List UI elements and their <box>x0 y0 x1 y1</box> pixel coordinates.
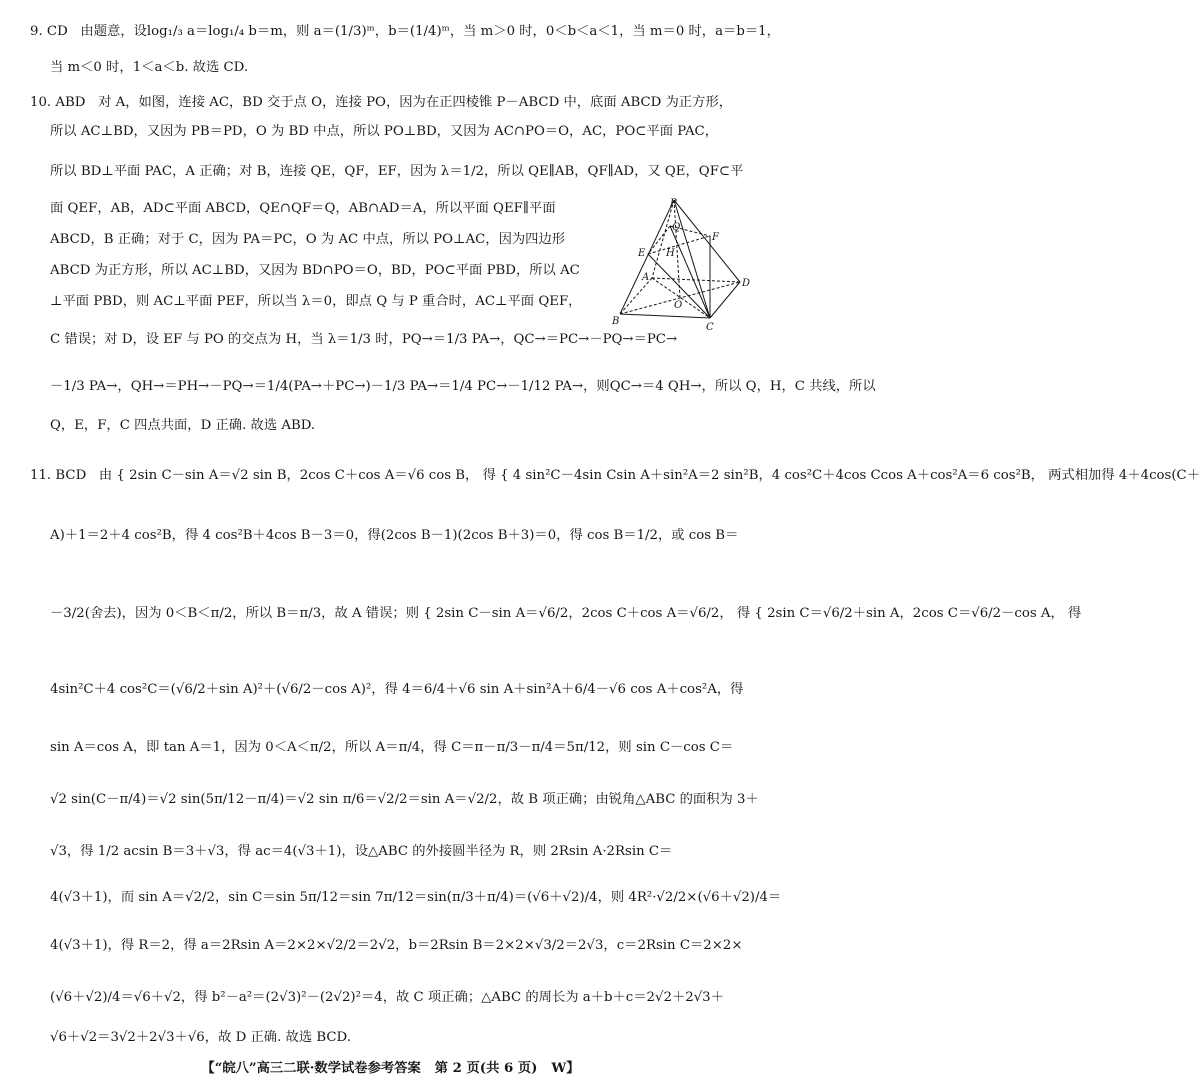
q9-line-2: 当 m＜0 时，1＜a＜b. 故选 CD. <box>50 60 249 75</box>
q11-line-7: √3，得 1/2 acsin B＝3＋√3，得 ac＝4(√3＋1)，设△ABC 的外接圆半径为 R，则 2Rsin A·2Rsin C＝ <box>50 844 673 859</box>
label-p: P <box>670 198 677 209</box>
page-footer: 【“皖八”高三二联·数学试卷参考答案 第 2 页(共 6 页) W】 <box>201 1061 580 1076</box>
q11-line-4: 4sin²C＋4 cos²C＝(√6/2＋sin A)²＋(√6/2－cos A)²，得 4＝6/4＋√6 sin A＋sin²A＋6/4－√6 cos A＋cos²A，得 <box>50 682 744 697</box>
q11-line-10: (√6＋√2)/4＝√6＋√2，得 b²－a²＝(2√3)²－(2√2)²＝4，故 C 项正确；△ABC 的周长为 a＋b＋c＝2√2＋2√3＋ <box>50 990 724 1005</box>
label-b: B <box>612 316 620 327</box>
q10-line-1: 10. ABD 对 A，如图，连接 AC，BD 交于点 O，连接 PO，因为在正四棱锥 P－ABCD 中，底面 ABCD 为正方形， <box>30 95 733 110</box>
label-e: E <box>638 248 646 259</box>
label-f: F <box>712 232 719 243</box>
q10-line-7: ⊥平面 PBD，则 AC⊥平面 PEF，所以当 λ＝0，即点 Q 与 P 重合时，AC⊥平面 QEF， <box>50 294 582 309</box>
label-h: H <box>666 248 675 259</box>
q10-line-6: ABCD 为正方形，所以 AC⊥BD，又因为 BD∩PO＝O，BD，PO⊂平面 PBD，所以 AC <box>50 263 580 278</box>
q11-line-1: 11. BCD 由 { 2sin C－sin A＝√2 sin B，2cos C＋cos A＝√6 cos B， 得 { 4 sin²C－4sin Csin A＋sin²A＝2 sin²B，4 cos²C＋4cos Ccos A＋cos²A＝6 cos²B， 两式相加得 4＋4cos(C＋ <box>30 468 1200 483</box>
q10-line-5: ABCD，B 正确；对于 C，因为 PA＝PC，O 为 AC 中点，所以 PO⊥AC，因为四边形 <box>50 232 566 247</box>
label-o: O <box>674 300 683 311</box>
q10-line-3: 所以 BD⊥平面 PAC，A 正确；对 B，连接 QE，QF，EF，因为 λ＝1/2，所以 QE∥AB，QF∥AD，又 QE，QF⊂平 <box>50 164 744 179</box>
q11-line-3: －3/2(舍去)，因为 0＜B＜π/2，所以 B＝π/3，故 A 错误；则 { 2sin C－sin A＝√6/2，2cos C＋cos A＝√6/2， 得 { 2sin C＝√6/2＋sin A，2cos C＝√6/2－cos A， 得 <box>50 606 1082 621</box>
label-d: D <box>742 278 751 289</box>
q9-line-1: 9. CD 由题意，设log₁/₃ a＝log₁/₄ b＝m，则 a＝(1/3)ᵐ，b＝(1/4)ᵐ，当 m＞0 时，0＜b＜a＜1，当 m＝0 时，a＝b＝1， <box>30 24 780 39</box>
q11-line-6: √2 sin(C－π/4)＝√2 sin(5π/12－π/4)＝√2 sin π/6＝√2/2＝sin A＝√2/2，故 B 项正确；由锐角△ABC 的面积为 3＋ <box>50 792 759 807</box>
q10-line-9: －1/3 PA→，QH→＝PH→－PQ→＝1/4(PA→＋PC→)－1/3 PA→＝1/4 PC→－1/12 PA→，则QC→＝4 QH→，所以 Q，H，C 共线，所以 <box>50 379 876 394</box>
pyramid-figure <box>612 196 762 334</box>
q10-line-2: 所以 AC⊥BD，又因为 PB＝PD，O 为 BD 中点，所以 PO⊥BD，又因为 AC∩PO＝O，AC，PO⊂平面 PAC， <box>50 124 719 139</box>
q11-line-9: 4(√3＋1)，得 R＝2，得 a＝2Rsin A＝2×2×√2/2＝2√2，b＝2Rsin B＝2×2×√3/2＝2√3，c＝2Rsin C＝2×2× <box>50 938 743 953</box>
q11-line-5: sin A＝cos A，即 tan A＝1，因为 0＜A＜π/2，所以 A＝π/4，得 C＝π－π/3－π/4＝5π/12，则 sin C－cos C＝ <box>50 740 734 755</box>
q11-line-8: 4(√3＋1)，而 sin A＝√2/2，sin C＝sin 5π/12＝sin 7π/12＝sin(π/3＋π/4)＝(√6＋√2)/4，则 4R²·√2/2×(√6＋√2)/4＝ <box>50 890 782 905</box>
q10-line-8: C 错误；对 D，设 EF 与 PO 的交点为 H，当 λ＝1/3 时，PQ→＝1/3 PA→，QC→＝PC→－PQ→＝PC→ <box>50 332 678 347</box>
label-a: A <box>642 272 650 283</box>
q10-line-10: Q，E，F，C 四点共面，D 正确. 故选 ABD. <box>50 418 316 433</box>
q10-line-4: 面 QEF，AB，AD⊂平面 ABCD，QE∩QF＝Q，AB∩AD＝A，所以平面 QEF∥平面 <box>50 201 556 216</box>
q11-line-11: √6＋√2＝3√2＋2√3＋√6，故 D 正确. 故选 BCD. <box>50 1030 351 1045</box>
label-q: Q <box>672 222 681 233</box>
label-c: C <box>706 322 714 333</box>
q11-line-2: A)＋1＝2＋4 cos²B，得 4 cos²B＋4cos B－3＝0，得(2cos B－1)(2cos B＋3)＝0，得 cos B＝1/2，或 cos B＝ <box>50 528 739 543</box>
